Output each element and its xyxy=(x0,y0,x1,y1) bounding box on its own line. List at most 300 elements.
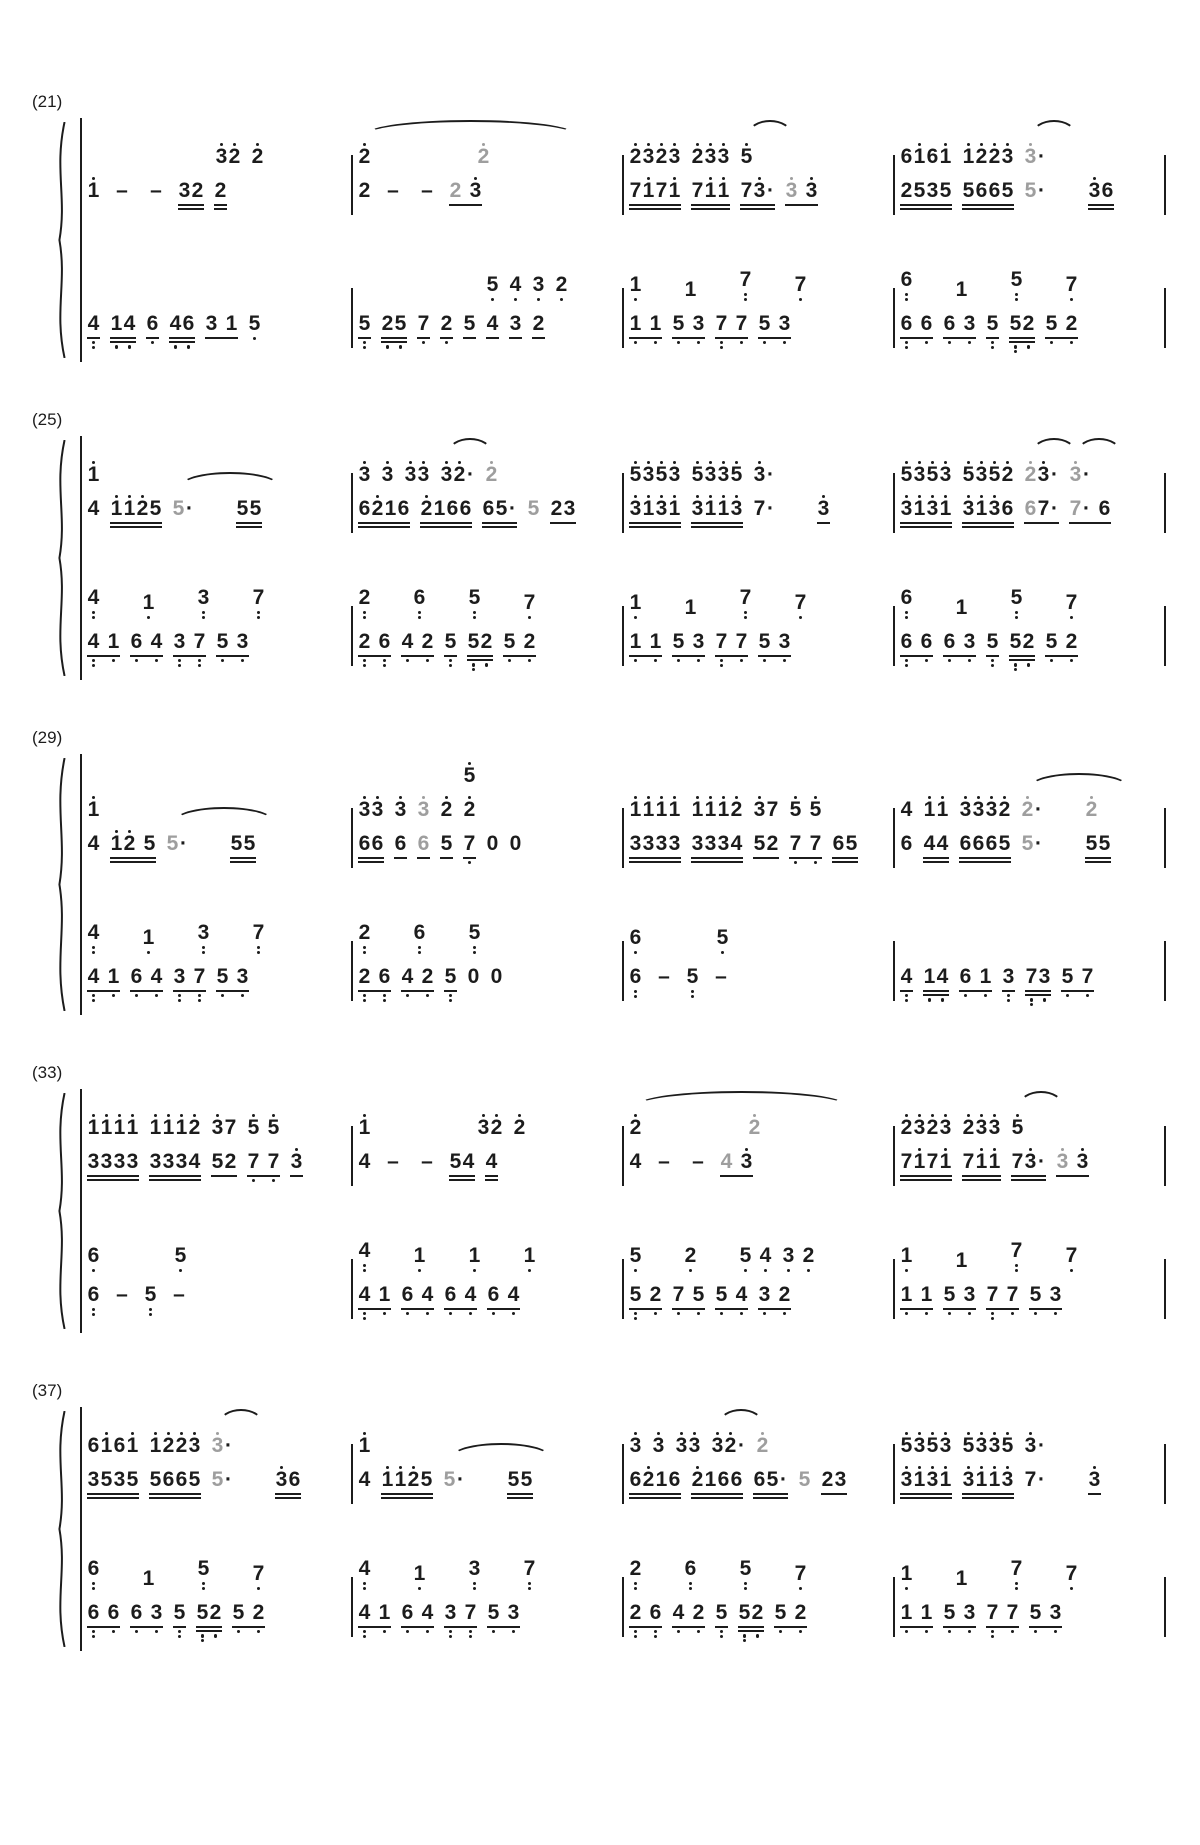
note-gap xyxy=(100,620,107,653)
octave-dots-below-row xyxy=(1010,1582,1023,1590)
octave-dots-below xyxy=(913,1312,920,1315)
digit-glyph: 3 xyxy=(215,145,228,168)
octave-dots-below-row xyxy=(1045,341,1078,344)
augmentation-dot xyxy=(224,1424,233,1457)
barline xyxy=(1164,288,1166,348)
digit-glyph: 3 xyxy=(988,1116,1001,1139)
note-digit xyxy=(920,302,933,335)
beam-underlines xyxy=(1024,522,1059,524)
beam-line xyxy=(178,204,204,206)
note-digit xyxy=(704,487,717,520)
beam-underlines xyxy=(691,204,730,210)
octave-dots-below xyxy=(87,994,100,1002)
note-gap xyxy=(752,1234,759,1267)
note-digit xyxy=(467,620,480,653)
note-digit xyxy=(962,135,975,168)
note-digits xyxy=(785,169,818,202)
octave-dots-below xyxy=(378,1630,391,1638)
octave-dots-below-row xyxy=(87,1582,100,1590)
voice-main-row xyxy=(358,302,617,362)
note-token xyxy=(753,1458,788,1499)
beam-underlines xyxy=(110,337,136,343)
note-digits xyxy=(900,1106,952,1139)
digit-glyph: 1 xyxy=(642,179,655,202)
note-digits xyxy=(486,822,499,855)
note-digits xyxy=(381,169,405,202)
octave-dots-below xyxy=(979,994,992,997)
note-digit xyxy=(378,1591,391,1624)
digit-glyph: 3 xyxy=(939,1116,952,1139)
note-token xyxy=(358,911,371,954)
note-digits xyxy=(443,1458,465,1491)
digit-glyph: 2 xyxy=(692,1601,705,1624)
octave-dots-below xyxy=(1010,1264,1023,1272)
digit-glyph: 5 xyxy=(798,1468,811,1491)
octave-dots-below xyxy=(1022,663,1035,671)
note-digit xyxy=(962,1140,975,1173)
digit-glyph: 6 xyxy=(378,965,391,988)
digit-glyph: 1 xyxy=(110,497,123,520)
octave-dots-below xyxy=(378,659,391,667)
beam-line xyxy=(87,1493,139,1495)
voice-main-row xyxy=(358,1591,617,1651)
note-digit xyxy=(188,1106,201,1139)
octave-dots-below-row xyxy=(1010,1264,1023,1272)
note-digits xyxy=(959,788,1011,821)
digit-glyph: 6 xyxy=(1101,179,1114,202)
octave-dots-below xyxy=(923,998,936,1001)
note-token xyxy=(794,1552,807,1590)
note-digits xyxy=(1010,1547,1023,1580)
octave-dots-below-row xyxy=(900,1312,933,1315)
note-token xyxy=(923,822,949,863)
note-digit xyxy=(802,1234,815,1267)
aug-dot-glyph: · xyxy=(1083,463,1090,486)
digit-glyph: 2 xyxy=(513,1116,526,1139)
note-digits xyxy=(401,1273,434,1306)
note-token xyxy=(629,1140,642,1173)
octave-dots-below xyxy=(642,1630,649,1638)
dash-note xyxy=(415,1140,439,1173)
digit-glyph: 3 xyxy=(1069,463,1082,486)
note-digits xyxy=(1010,258,1023,291)
octave-dots-below-row xyxy=(444,1630,477,1638)
beam-line xyxy=(417,857,430,859)
octave-dots-below-row xyxy=(555,298,568,301)
note-digit xyxy=(913,1458,926,1491)
octave-dots-below xyxy=(150,994,163,997)
octave-dots-below-row xyxy=(413,1269,426,1272)
brace-icon xyxy=(52,440,68,676)
note-token xyxy=(686,955,699,998)
note-digit xyxy=(717,135,730,168)
note-digit xyxy=(943,1273,956,1306)
digit-glyph: 5 xyxy=(358,312,371,335)
note-token xyxy=(415,169,439,202)
beam-line xyxy=(1024,522,1059,524)
digit-glyph: 5 xyxy=(845,832,858,855)
note-token xyxy=(758,302,791,344)
beam-line xyxy=(1029,1308,1062,1310)
note-digits xyxy=(211,1458,233,1491)
note-token xyxy=(684,1547,697,1590)
beam-line xyxy=(962,208,1014,210)
aug-dot-glyph: · xyxy=(1035,798,1042,821)
octave-dots-below-row xyxy=(173,994,206,1002)
note-digit xyxy=(730,822,743,855)
digit-glyph: 6 xyxy=(130,1601,143,1624)
digit-glyph: 5 xyxy=(211,1468,224,1491)
octave-dots-below-row xyxy=(943,341,976,344)
note-token xyxy=(672,1591,705,1633)
note-token xyxy=(691,453,743,486)
note-digits xyxy=(1069,453,1091,486)
measure xyxy=(895,569,1164,680)
beam-underlines xyxy=(358,990,391,992)
note-digit xyxy=(809,822,822,855)
octave-dots-below xyxy=(358,994,371,1002)
octave-dots-below xyxy=(193,994,206,1002)
note-digit xyxy=(1009,620,1022,653)
note-digit xyxy=(985,822,998,855)
digit-glyph: 4 xyxy=(358,1150,371,1173)
octave-dots-below xyxy=(100,1630,107,1638)
digit-glyph: 3 xyxy=(444,1601,457,1624)
beam-line xyxy=(1025,994,1051,996)
digit-glyph: 6 xyxy=(717,1468,730,1491)
note-digit xyxy=(421,1273,434,1306)
digit-glyph: 6 xyxy=(684,1557,697,1581)
note-digit xyxy=(913,453,926,486)
note-token xyxy=(87,453,100,486)
beam-line xyxy=(962,522,1014,524)
beam-underlines xyxy=(358,1308,391,1310)
digit-glyph: 3 xyxy=(211,1116,224,1139)
note-digit xyxy=(926,169,939,202)
note-digit xyxy=(629,263,642,296)
note-digits xyxy=(197,1547,210,1580)
note-digit xyxy=(162,1140,175,1173)
dash-glyph: – xyxy=(116,1283,128,1306)
beam-line xyxy=(986,655,999,657)
digit-glyph: 4 xyxy=(358,1468,371,1491)
note-token xyxy=(87,1547,100,1590)
octave-dots-below xyxy=(401,994,414,997)
note-gap xyxy=(728,620,735,653)
note-digit xyxy=(778,620,791,653)
octave-dots-below-row xyxy=(1002,994,1015,1002)
note-digits xyxy=(468,1234,481,1267)
octave-dots-below xyxy=(685,1312,692,1315)
digit-glyph: 7 xyxy=(986,1283,999,1306)
octave-dots-below xyxy=(87,946,100,954)
octave-dots-below-row xyxy=(146,341,159,344)
note-gap xyxy=(371,955,378,988)
note-digit xyxy=(87,911,100,944)
digit-glyph: 5 xyxy=(900,1434,913,1457)
note-digits xyxy=(413,576,426,609)
dash-note xyxy=(167,1273,191,1306)
note-digit xyxy=(629,1424,642,1457)
note-digit xyxy=(1037,487,1050,520)
note-digit xyxy=(939,135,952,168)
measure xyxy=(895,118,1164,229)
measure xyxy=(82,771,351,882)
system-brace xyxy=(32,92,82,362)
note-token xyxy=(900,453,952,486)
note-digits xyxy=(629,822,681,855)
aug-dot-glyph: · xyxy=(467,463,474,486)
note-digit xyxy=(224,1106,237,1139)
note-digit xyxy=(1010,1547,1023,1580)
digit-glyph: 5 xyxy=(753,832,766,855)
note-digit xyxy=(692,620,705,653)
digit-glyph: 6 xyxy=(959,965,972,988)
digit-glyph: 3 xyxy=(988,497,1001,520)
note-digit xyxy=(252,576,265,609)
note-digit xyxy=(172,487,185,520)
beam-underlines xyxy=(110,522,162,528)
augmentation-dot xyxy=(1037,1424,1046,1457)
digit-glyph: 1 xyxy=(913,497,926,520)
measure xyxy=(82,436,351,547)
octave-dots-below-row xyxy=(358,1312,391,1320)
note-digit xyxy=(692,302,705,335)
beam-line xyxy=(691,208,730,210)
note-digits xyxy=(381,1458,433,1491)
beam-line xyxy=(758,655,791,657)
barline xyxy=(1164,155,1166,215)
digit-glyph: 3 xyxy=(563,497,576,520)
voice-main-row xyxy=(358,487,617,547)
octave-dots-below xyxy=(216,994,229,997)
beam-line xyxy=(1025,990,1051,992)
note-digit xyxy=(162,1424,175,1457)
octave-dots-below xyxy=(778,341,791,344)
aug-dot-glyph: · xyxy=(1035,832,1042,855)
note-digit xyxy=(463,822,476,855)
aug-dot-glyph: · xyxy=(1051,497,1058,520)
measure xyxy=(82,1407,351,1518)
digit-glyph: 7 xyxy=(1065,590,1078,614)
digit-glyph: 2 xyxy=(485,463,498,486)
digit-glyph: 5 xyxy=(1001,179,1014,202)
octave-dots-below xyxy=(421,1312,434,1315)
score xyxy=(32,92,1166,1651)
note-digit xyxy=(936,955,949,988)
note-digits xyxy=(173,955,206,988)
note-digit xyxy=(672,620,685,653)
note-digits xyxy=(629,135,681,168)
note-digit xyxy=(975,453,988,486)
digit-glyph: 7 xyxy=(740,179,753,202)
octave-dots-below xyxy=(1029,1630,1042,1633)
octave-dots-below xyxy=(771,659,778,662)
note-digit xyxy=(1010,1229,1023,1262)
digit-glyph: 6 xyxy=(87,1283,100,1306)
octave-dots-below xyxy=(1009,345,1022,353)
note-token xyxy=(247,1140,280,1182)
note-digits xyxy=(686,955,699,988)
octave-dots-below-row xyxy=(401,1630,434,1633)
digit-glyph: 3 xyxy=(758,1283,771,1306)
note-digit xyxy=(358,1591,371,1624)
beam-underlines xyxy=(629,1626,662,1628)
note-digits xyxy=(629,620,662,653)
dash-note xyxy=(381,1140,405,1173)
beam-line xyxy=(401,990,434,992)
note-digits xyxy=(923,955,949,988)
note-digit xyxy=(735,1273,748,1306)
beam-underlines xyxy=(962,1175,1001,1181)
voice-main-row xyxy=(87,1273,346,1333)
digit-glyph: 2 xyxy=(1001,463,1014,486)
octave-dots-below xyxy=(758,1312,771,1315)
beam-line xyxy=(738,1630,764,1632)
note-token xyxy=(467,620,493,671)
note-digits xyxy=(216,955,249,988)
note-digit xyxy=(794,1591,807,1624)
digit-glyph: 1 xyxy=(642,497,655,520)
note-digit xyxy=(926,453,939,486)
digit-glyph: 5 xyxy=(249,497,262,520)
digit-glyph: 3 xyxy=(926,497,939,520)
beam-line xyxy=(1009,337,1035,339)
digit-glyph: 2 xyxy=(988,145,1001,168)
note-digit xyxy=(753,1458,766,1491)
note-token xyxy=(477,135,490,168)
beam-underlines xyxy=(149,1493,201,1499)
aug-dot-glyph: · xyxy=(1038,1150,1045,1173)
note-token xyxy=(216,955,249,997)
treble-stave xyxy=(82,118,1166,229)
note-token xyxy=(900,1591,933,1633)
note-digits xyxy=(962,1140,1001,1173)
note-gap xyxy=(371,1591,378,1624)
digit-glyph: 1 xyxy=(523,1243,536,1267)
note-digits xyxy=(758,302,791,335)
note-digit xyxy=(449,169,462,202)
octave-dots-below xyxy=(236,659,249,662)
note-digit xyxy=(440,453,453,486)
beam-underlines xyxy=(1045,655,1078,657)
note-token xyxy=(415,1140,439,1173)
octave-dots-below xyxy=(173,659,186,667)
note-digit xyxy=(1085,788,1098,821)
dash-note xyxy=(709,955,733,988)
note-token xyxy=(740,169,775,210)
note-digit xyxy=(1049,1273,1062,1306)
note-digit xyxy=(655,169,668,202)
note-digits xyxy=(962,487,1014,520)
note-digit xyxy=(913,1424,926,1457)
digit-glyph: 3 xyxy=(655,832,668,855)
note-digit xyxy=(715,620,728,653)
note-digit xyxy=(371,788,384,821)
note-digits xyxy=(146,302,159,335)
octave-dots-below xyxy=(728,659,735,667)
note-digit xyxy=(1065,302,1078,335)
beam-underlines xyxy=(629,337,662,339)
digit-glyph: 3 xyxy=(417,463,430,486)
note-digit xyxy=(691,453,704,486)
octave-dots-below xyxy=(186,994,193,1002)
beam-line xyxy=(1085,857,1111,859)
digit-glyph: 2 xyxy=(975,145,988,168)
digit-glyph: 7 xyxy=(1065,1561,1078,1585)
note-digit xyxy=(358,620,371,653)
digit-glyph: 5 xyxy=(926,1434,939,1457)
digit-glyph: 5 xyxy=(758,630,771,653)
digit-glyph: 4 xyxy=(900,965,913,988)
digit-glyph: 3 xyxy=(394,798,407,821)
note-digits xyxy=(87,955,120,988)
note-token xyxy=(413,911,426,954)
note-token xyxy=(443,1458,465,1491)
note-token xyxy=(417,302,430,344)
note-digits xyxy=(1065,1234,1078,1267)
voice-upper-row xyxy=(629,118,888,168)
octave-dots-below xyxy=(684,1582,697,1590)
octave-dots-below-row xyxy=(986,341,999,349)
octave-dots-below-row xyxy=(463,861,476,864)
note-digit xyxy=(759,1234,772,1267)
digit-glyph: 1 xyxy=(378,1601,391,1624)
note-digit xyxy=(381,302,394,335)
note-digit xyxy=(629,487,642,520)
beam-underlines xyxy=(87,1175,139,1181)
digit-glyph: 6 xyxy=(107,1601,120,1624)
digit-glyph: 6 xyxy=(1024,497,1037,520)
note-digit xyxy=(503,620,516,653)
note-digits xyxy=(130,1591,163,1624)
voice-main-row xyxy=(358,1140,617,1200)
note-digit xyxy=(358,453,371,486)
note-digit xyxy=(1024,1458,1037,1491)
note-gap xyxy=(999,1591,1006,1624)
digit-glyph: 1 xyxy=(629,272,642,296)
digit-glyph: 1 xyxy=(110,312,123,335)
barline xyxy=(1164,1444,1166,1504)
note-digit xyxy=(126,1106,139,1139)
note-digit xyxy=(358,955,371,988)
octave-dots-below-row xyxy=(358,994,391,1002)
digit-glyph: 5 xyxy=(740,145,753,168)
note-token xyxy=(381,453,394,486)
voice-main-row xyxy=(900,955,1159,1015)
note-token xyxy=(1085,788,1098,821)
note-digits xyxy=(149,1140,201,1173)
note-token xyxy=(169,302,195,349)
note-token xyxy=(629,1458,681,1499)
note-token xyxy=(87,620,120,667)
note-digit xyxy=(1069,453,1082,486)
voice-upper-row xyxy=(87,569,346,619)
digit-glyph: 3 xyxy=(972,798,985,821)
aug-dot-glyph: · xyxy=(1038,1468,1045,1491)
system-brace xyxy=(32,1381,82,1651)
octave-dots-below xyxy=(444,1630,457,1638)
digit-glyph: 7 xyxy=(252,1561,265,1585)
octave-dots-below-row xyxy=(629,659,662,662)
digit-glyph: 2 xyxy=(480,630,493,653)
digit-glyph: 5 xyxy=(420,1468,433,1491)
note-digit xyxy=(413,1234,426,1267)
note-token xyxy=(900,1234,913,1272)
beam-line xyxy=(87,990,120,992)
octave-dots-below xyxy=(358,1630,371,1638)
digit-glyph: 4 xyxy=(720,1150,733,1173)
